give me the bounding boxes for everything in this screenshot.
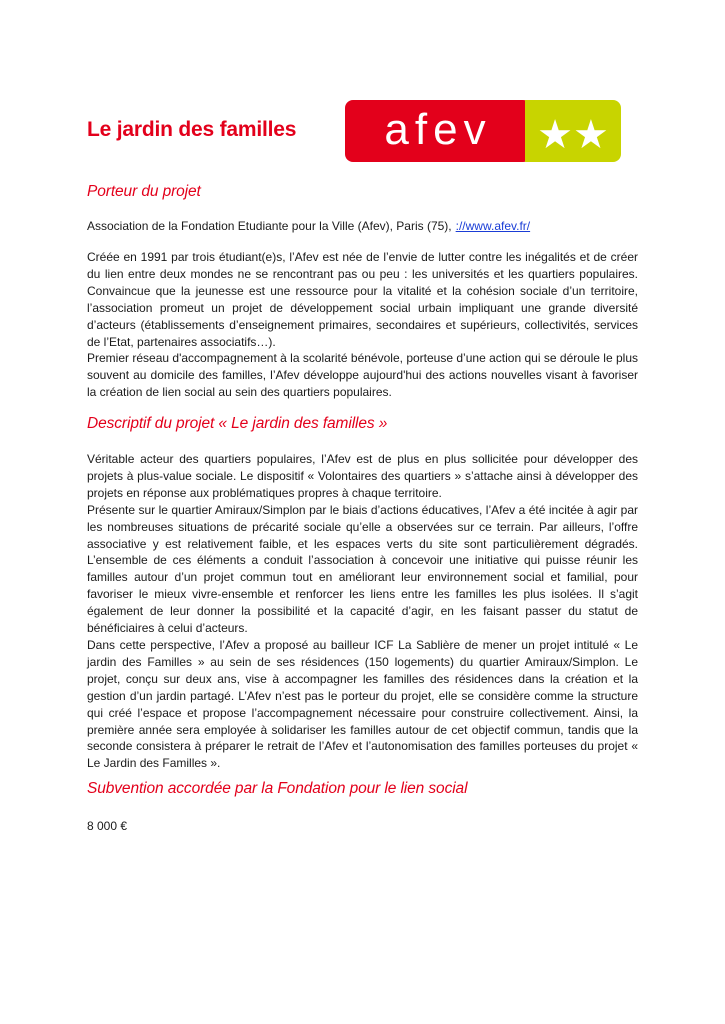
website-link[interactable]: ://www.afev.fr/: [455, 219, 531, 233]
subvention-amount: 8 000 €: [87, 819, 128, 833]
paragraph: Premier réseau d'accompagnement à la scolarité bénévole, porteuse d’une action qui se déroule le plus souvent au domicile des familles, l’Afev développe aujourd'hui des actions nouvelles visant à favoriser la création de lien social au sein des quartiers populaires.: [87, 351, 638, 400]
association-line: [87, 218, 638, 235]
porteur-description: [87, 249, 638, 401]
section-heading-descriptif: Descriptif du projet « Le jardin des familles »: [87, 415, 388, 432]
paragraph: Dans cette perspective, l’Afev a proposé au bailleur ICF La Sablière de mener un projet intitulé « Le jardin des Familles » au sein de ses résidences (150 logements) du quartier Amiraux/Simplon. Le projet, conçu sur deux ans, vise à accompagner les familles des résidences dans la création et la gestion d’un jardin partagé. L’Afev n’est pas le porteur du projet, elle se considère comme la structure qui créé l’espace et propose l’accompagnement nécessaire pour construire collectivement. Ainsi, la première année sera employée à solidariser les familles autour de cet objectif commun, tandis que la seconde consistera à préparer le retrait de l’Afev et l’autonomisation des familles porteuses du projet « Le Jardin des Familles ».: [87, 637, 638, 771]
logo-stars: ★★: [537, 112, 609, 158]
paragraph: Créée en 1991 par trois étudiant(e)s, l’Afev est née de l’envie de lutter contre les inégalités et de créer du lien entre deux mondes ne se rencontrant pas ou peu : les universités et les quartiers populaires. Convaincue que la jeunesse est une ressource pour la vitalité et la cohésion sociale d’un territoire, l’association promeut un projet de développement social urbain impliquant une grande diversité d’acteurs (établissements d’enseignement primaires, secondaires et supérieurs, collectivités, services de l’Etat, partenaires associatifs…).: [87, 250, 638, 349]
paragraph: Présente sur le quartier Amiraux/Simplon par le biais d’actions éducatives, l’Afev a été incitée à agir par les nombreuses situations de précarité sociale qu’elle a observées sur ce terrain. Par ailleurs, l’offre associative y est relativement faible, et les espaces verts du site sont particulièrement dégradés. L’ensemble de ces éléments a conduit l’association à concevoir une initiative qui puisse réunir les familles autour d’un projet commun tout en améliorant leur environnement social et familial, pour favoriser le mieux vivre-ensemble et renforcer les liens entre les familles les plus isolées. Il s’agit également de leur donner la possibilité et la capacité d’agir, en les faisant passer du statut de bénéficiaires à celui d’acteurs.: [87, 502, 638, 636]
paragraph: Véritable acteur des quartiers populaires, l’Afev est de plus en plus sollicitée pour développer des projets à plus-value sociale. Le dispositif « Volontaires des quartiers » s’attache ainsi à développer des projets en réponse aux problématiques propres à chaque territoire.: [87, 452, 638, 500]
section-heading-porteur: Porteur du projet: [87, 183, 201, 200]
descriptif-description: [87, 451, 638, 772]
association-text: Association de la Fondation Etudiante pour la Ville (Afev), Paris (75),: [87, 219, 452, 233]
logo-text: afev: [384, 105, 492, 154]
page-title: Le jardin des familles: [87, 118, 297, 141]
section-heading-subvention: Subvention accordée par la Fondation pour le lien social: [87, 780, 468, 797]
afev-logo: [345, 100, 621, 162]
